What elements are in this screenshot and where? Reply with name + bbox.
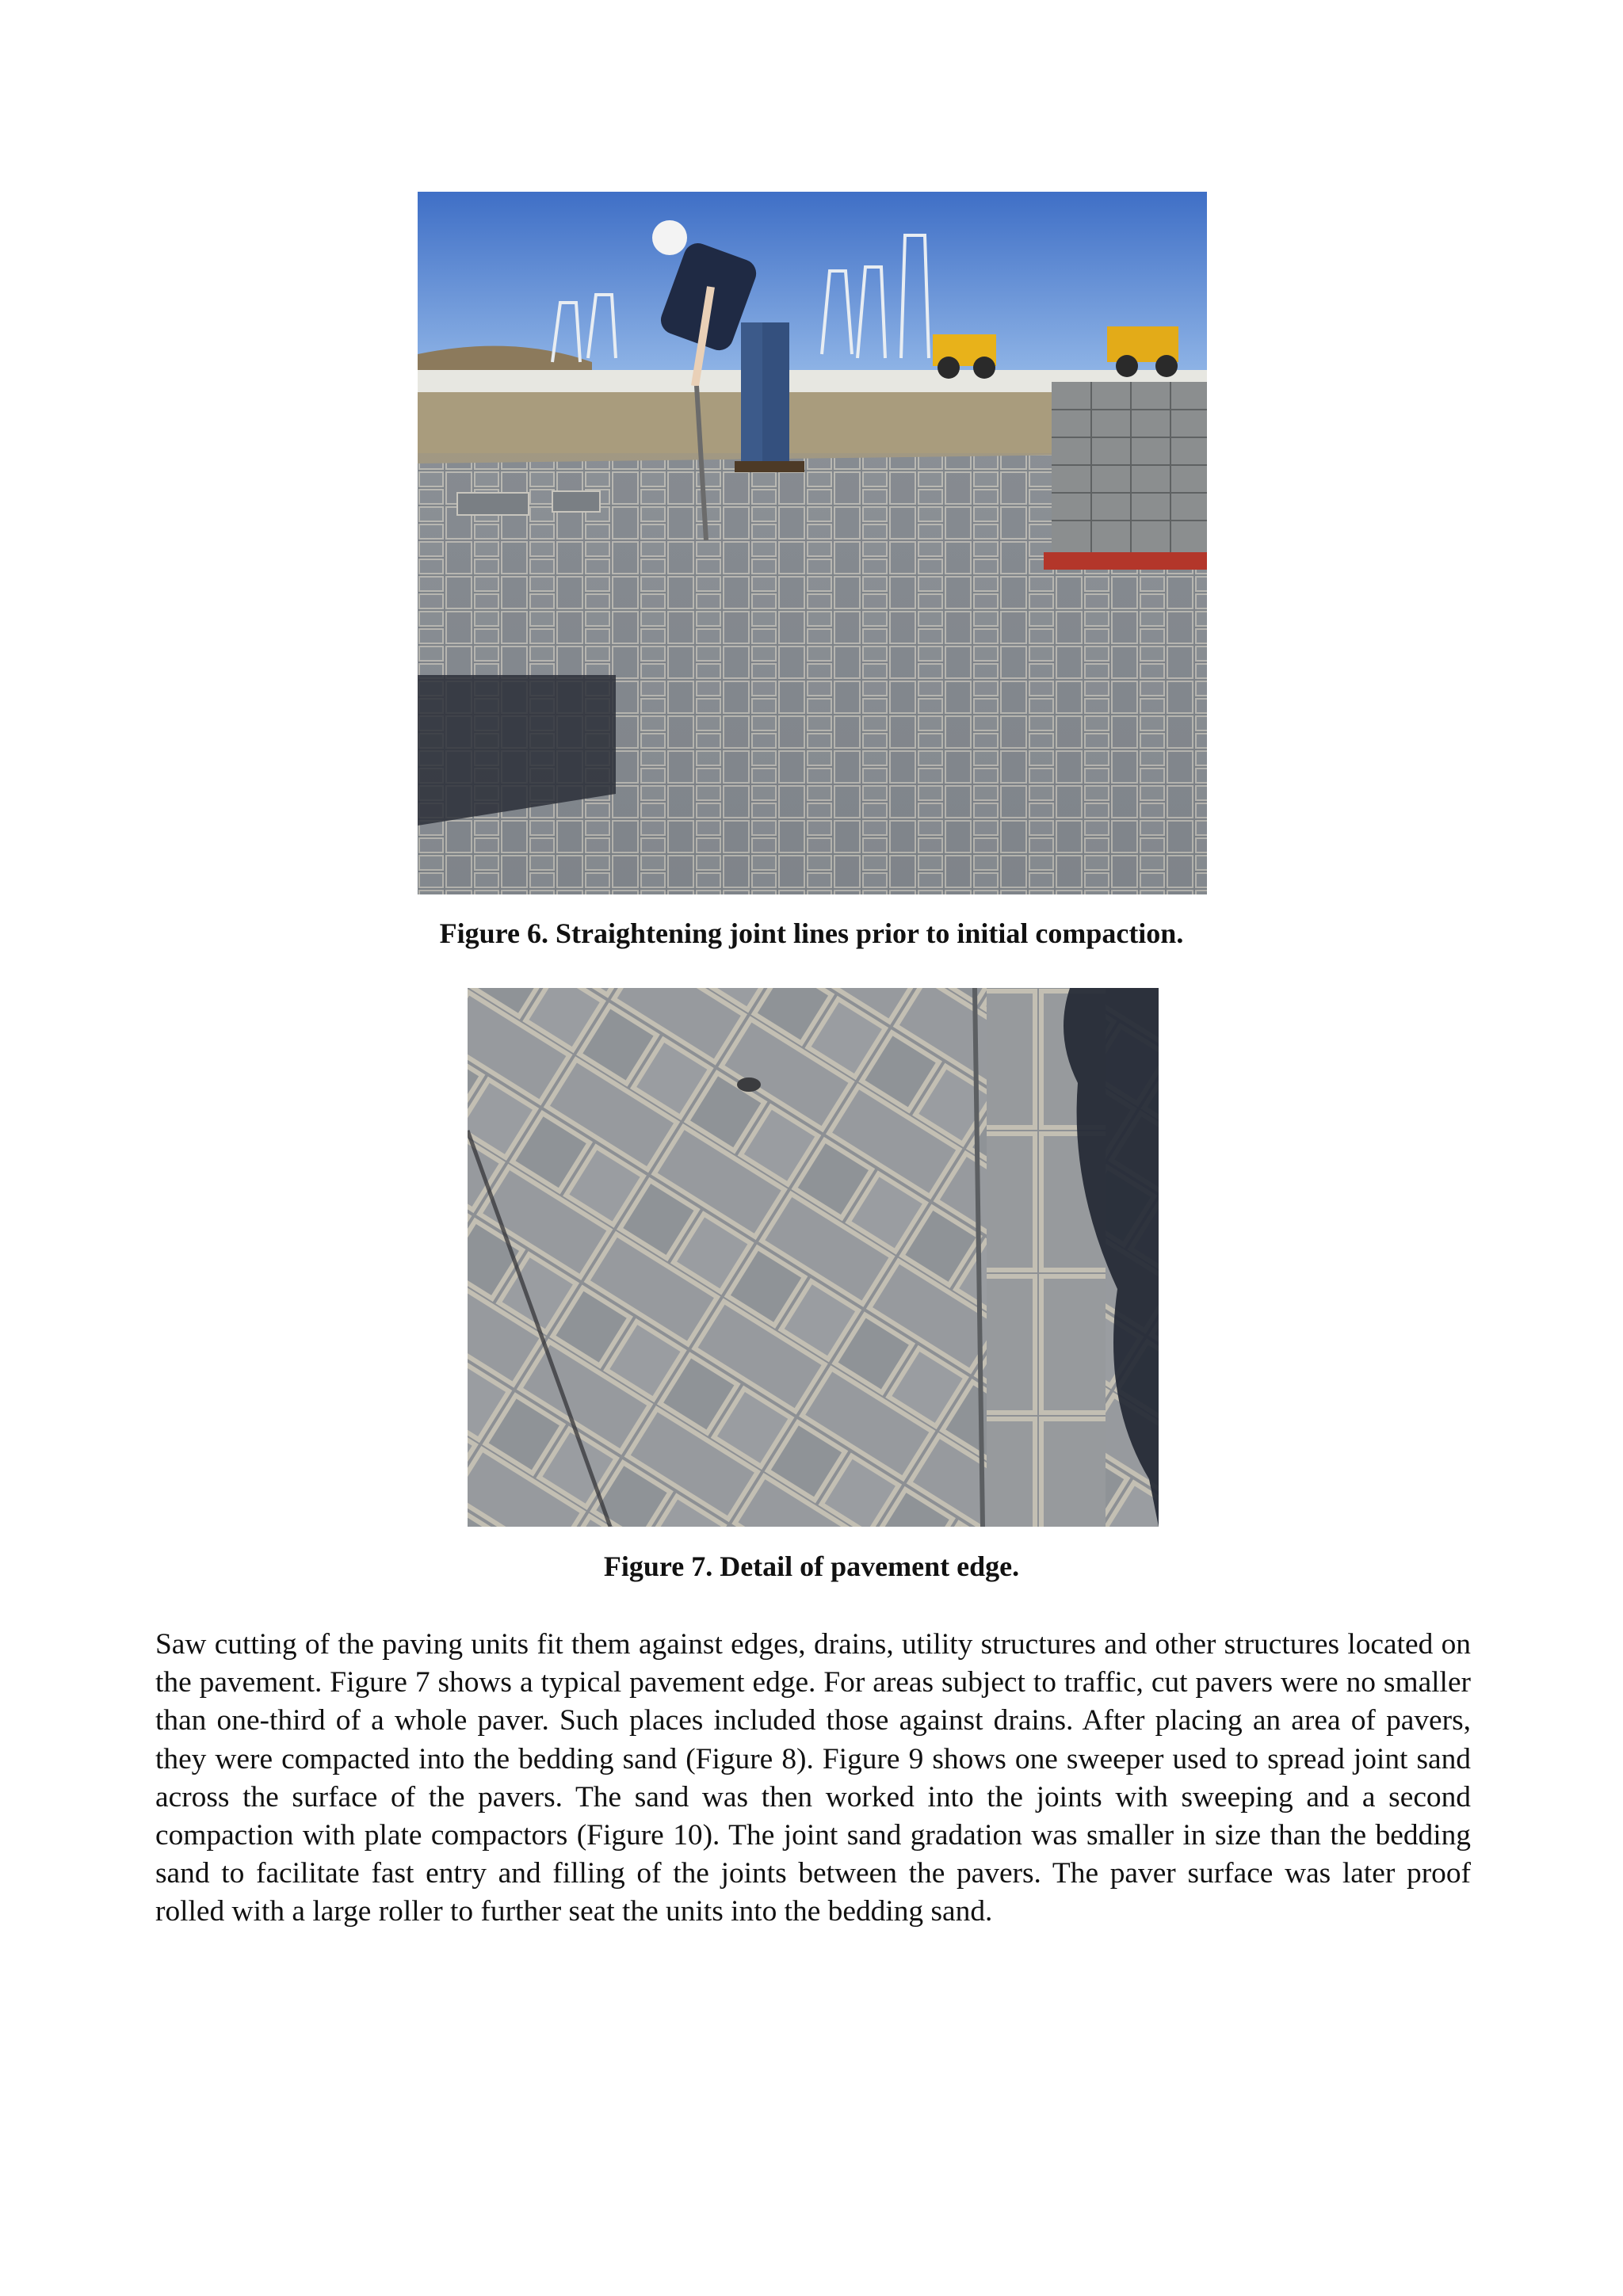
figure-7-caption: Figure 7. Detail of pavement edge. [603, 1550, 1020, 1582]
figure-6-photo [418, 192, 1207, 894]
figure-7-photo [468, 988, 1159, 1527]
body-paragraph: Saw cutting of the paving units fit them against edges, drains, utility structures and other structures located on the pavement. Figure 7 shows a typical pavement edge. For areas subject to traffic, cut pavers were no smaller than one-third of a whole paver. Such places included those against drains. After placing an area of pavers, they were compacted into the bedding sand (Figure 8). Figure 9 shows one sweeper used to spread joint sand across the surface of the pavers. The sand was then worked into the joints with sweeping and a second compaction with plate compactors (Figure 10). The joint sand gradation was smaller in size than the bedding sand to facilitate fast entry and filling of the joints between the pavers. The paver surface was later proof rolled with a large roller to further seat the units into the bedding sand. [155, 1628, 1471, 1928]
figure-6-caption: Figure 6. Straightening joint lines prior to initial compaction. [439, 917, 1184, 949]
